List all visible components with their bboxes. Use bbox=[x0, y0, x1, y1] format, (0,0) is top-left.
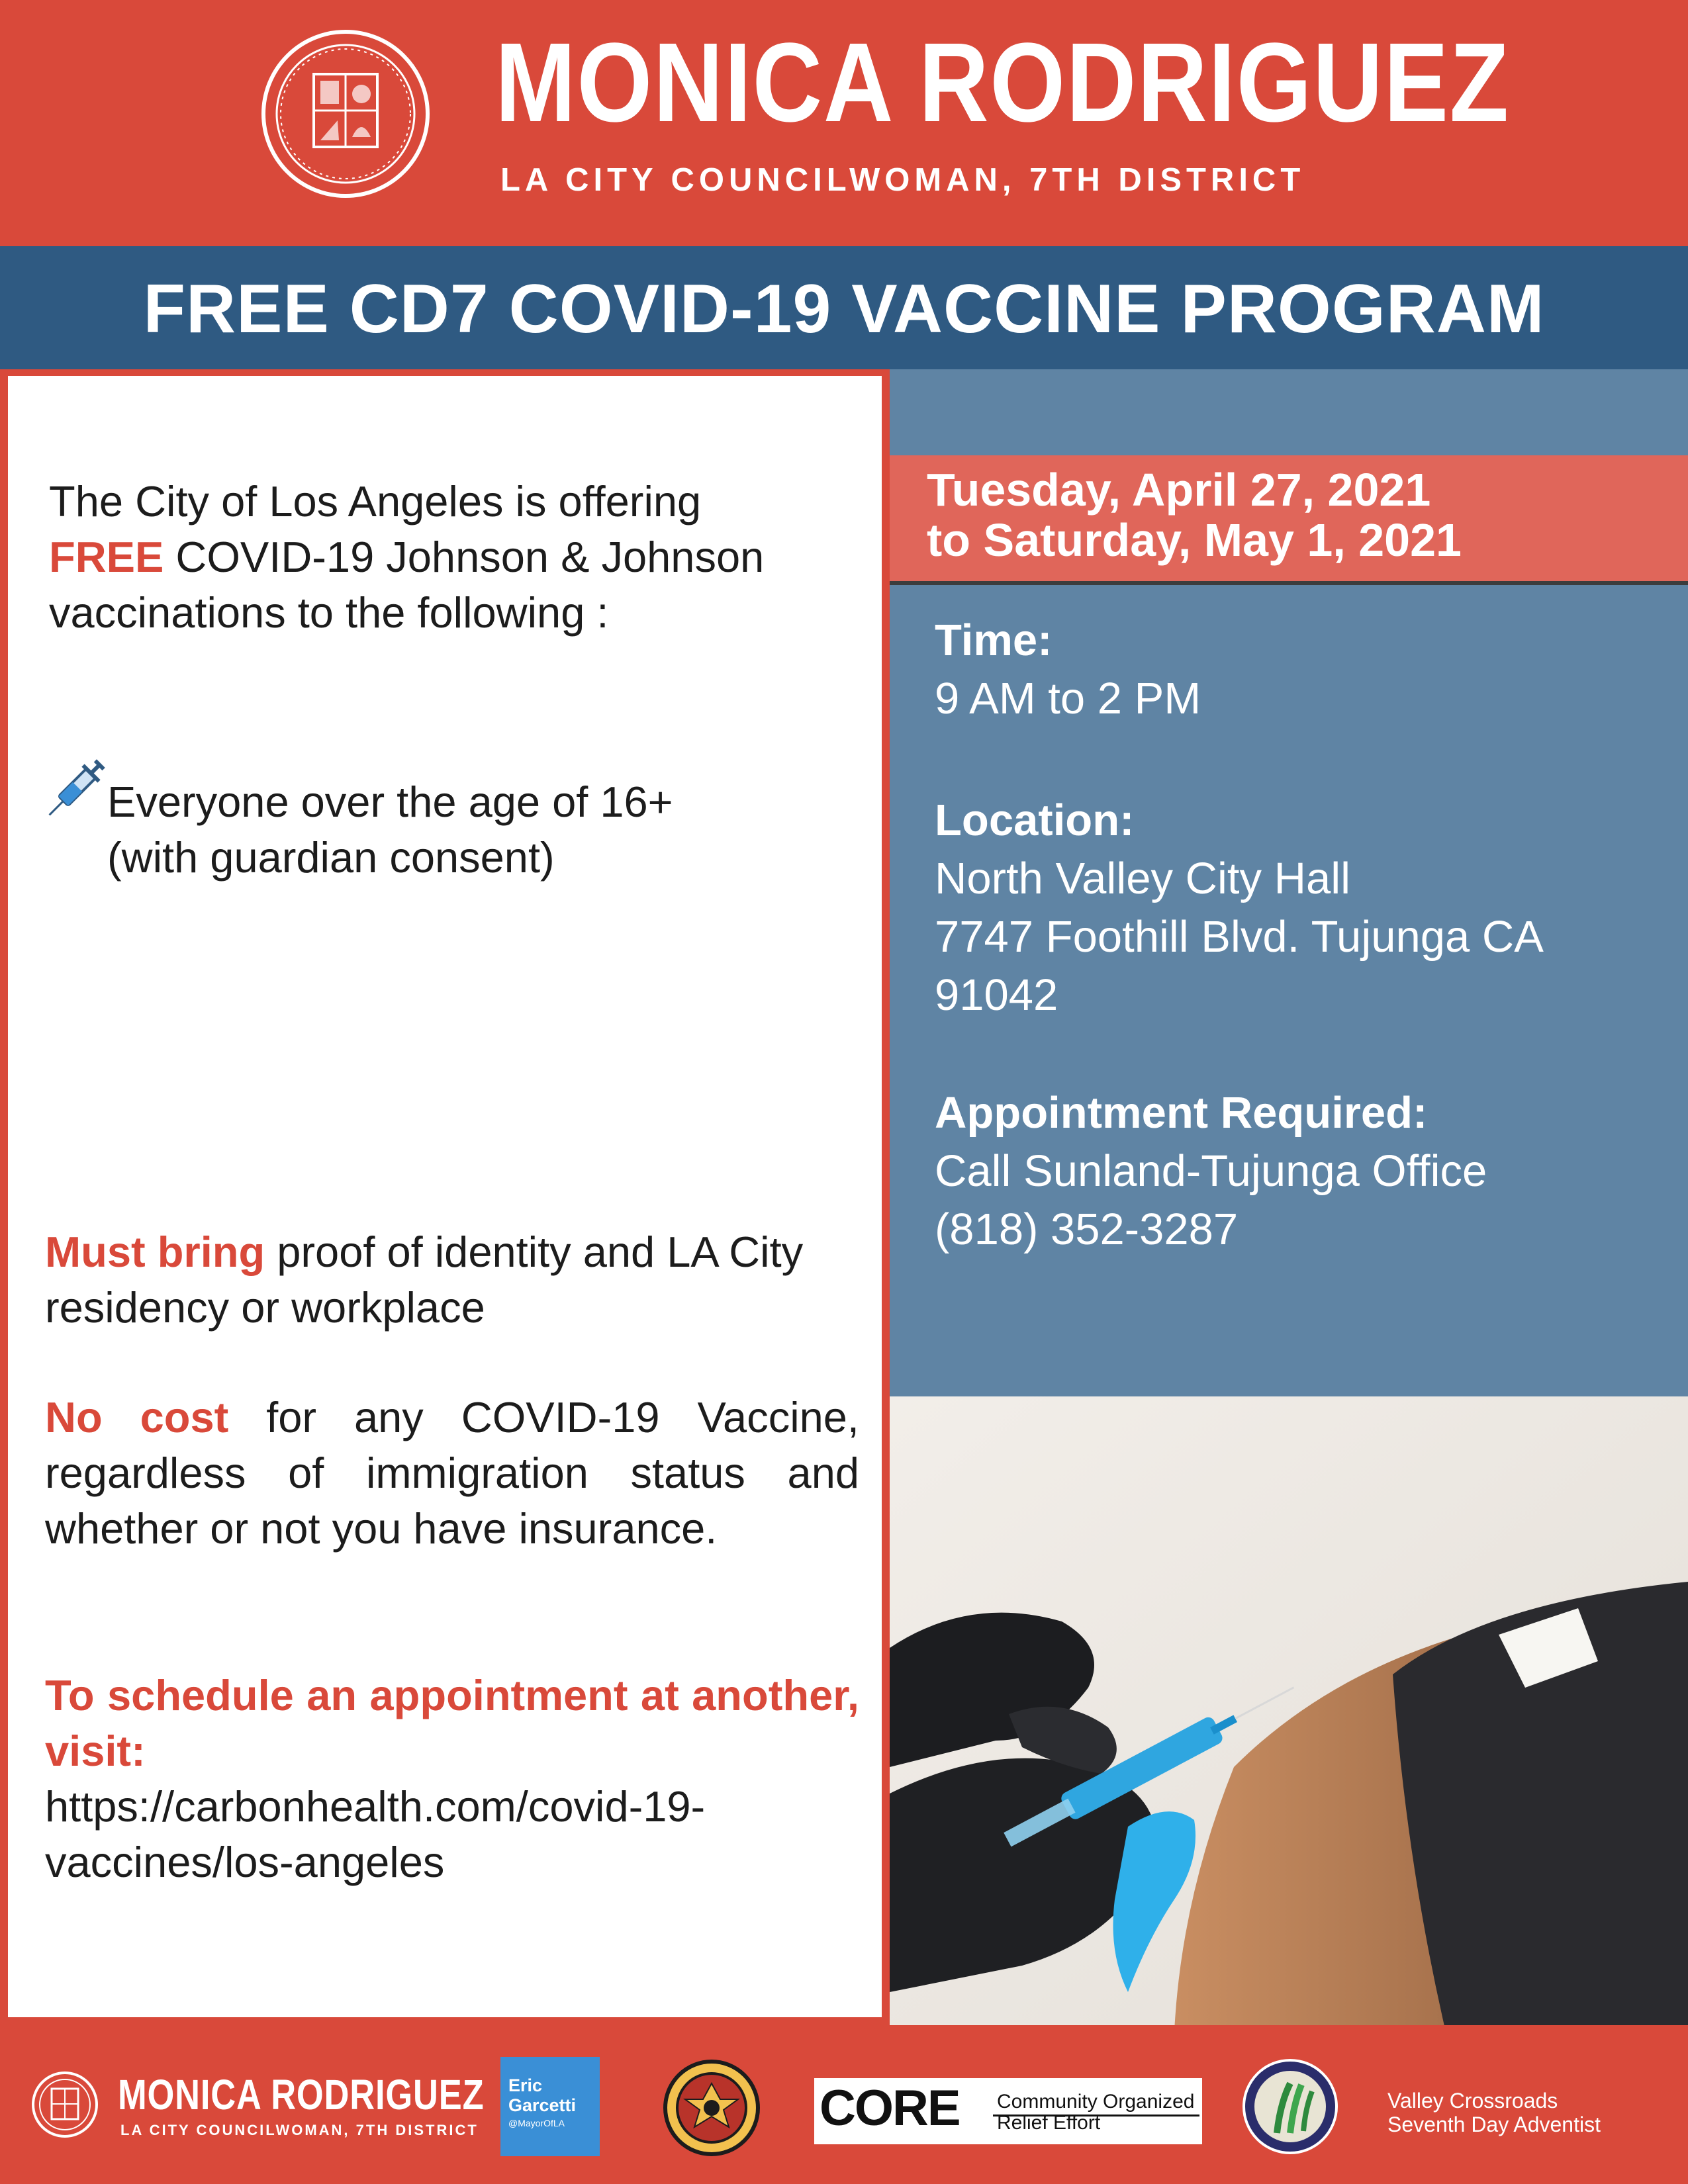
schedule-url-line1[interactable]: https://carbonhealth.com/covid-19- bbox=[45, 1782, 706, 1831]
schedule-url-line2[interactable]: vaccines/los-angeles bbox=[45, 1838, 445, 1886]
syringe-icon bbox=[33, 758, 106, 831]
eligibility-item bbox=[107, 774, 868, 886]
appointment-line1: Call Sunland-Tujunga Office bbox=[935, 1146, 1487, 1196]
valley-crossroads-logo bbox=[1387, 2089, 1679, 2136]
lafd-badge-icon bbox=[662, 2058, 761, 2158]
valley-line2: Seventh Day Adventist bbox=[1387, 2113, 1601, 2136]
banner-title: FREE CD7 COVID-19 VACCINE PROGRAM bbox=[143, 271, 1545, 347]
appointment-label: Appointment Required: bbox=[935, 1088, 1428, 1138]
core-logo-tagline bbox=[997, 2091, 1202, 2134]
schedule-label: To schedule an appointment at another, visit: bbox=[45, 1671, 859, 1775]
footer-seal-icon bbox=[30, 2070, 99, 2139]
must-bring-label: Must bring bbox=[45, 1228, 265, 1276]
appointment-block bbox=[935, 1084, 1683, 1259]
garcetti-handle: @MayorOfLA bbox=[508, 2118, 565, 2128]
must-bring-text: proof of identity and LA City residency or workplace bbox=[45, 1228, 804, 1332]
location-label: Location: bbox=[935, 796, 1135, 845]
vaccination-photo bbox=[890, 1396, 1688, 2032]
right-top-block bbox=[890, 369, 1688, 455]
core-tag-line2: Relief Effort bbox=[997, 2112, 1101, 2134]
intro-paragraph bbox=[49, 474, 870, 641]
footer-name: MONICA RODRIGUEZ bbox=[118, 2071, 485, 2118]
garcetti-line2: Garcetti bbox=[508, 2095, 577, 2115]
garcetti-logo bbox=[500, 2057, 600, 2156]
date-line2: to Saturday, May 1, 2021 bbox=[927, 514, 1462, 566]
intro-line1: The City of Los Angeles is offering bbox=[49, 477, 702, 525]
date-line1: Tuesday, April 27, 2021 bbox=[927, 464, 1431, 516]
core-tag-line1: Community Organized bbox=[997, 2091, 1195, 2113]
time-block bbox=[935, 612, 1683, 728]
must-bring-paragraph bbox=[45, 1224, 859, 1336]
eligibility-line2: (with guardian consent) bbox=[107, 833, 555, 882]
location-line1: North Valley City Hall bbox=[935, 854, 1350, 903]
eligibility-line1: Everyone over the age of 16+ bbox=[107, 778, 673, 826]
appointment-phone: (818) 352-3287 bbox=[935, 1205, 1239, 1254]
location-line2: 7747 Foothill Blvd. Tujunga CA bbox=[935, 912, 1544, 962]
location-block bbox=[935, 792, 1683, 1024]
time-value: 9 AM to 2 PM bbox=[935, 674, 1201, 723]
city-seal-icon bbox=[259, 28, 432, 200]
header-name: MONICA RODRIGUEZ bbox=[495, 20, 1510, 146]
no-cost-paragraph bbox=[45, 1390, 859, 1557]
valley-line1: Valley Crossroads bbox=[1387, 2089, 1558, 2113]
recreation-parks-badge-icon bbox=[1241, 2057, 1340, 2156]
date-range bbox=[927, 465, 1688, 565]
core-logo-word: CORE bbox=[820, 2080, 960, 2136]
garcetti-line1: Eric bbox=[508, 2075, 543, 2095]
no-cost-label: No cost bbox=[45, 1393, 229, 1441]
header-subtitle: LA CITY COUNCILWOMAN, 7TH DISTRICT bbox=[500, 162, 1305, 198]
location-line3: 91042 bbox=[935, 970, 1058, 1020]
schedule-paragraph bbox=[45, 1668, 859, 1890]
time-label: Time: bbox=[935, 615, 1053, 665]
intro-rest: COVID-19 Johnson & Johnson vaccinations to the following : bbox=[49, 533, 765, 637]
intro-free: FREE bbox=[49, 533, 164, 581]
footer-subtitle: LA CITY COUNCILWOMAN, 7TH DISTRICT bbox=[120, 2122, 479, 2138]
no-cost-text: for any COVID-19 Vaccine, regardless of immigration status and whether or not you have insurance. bbox=[45, 1393, 859, 1553]
